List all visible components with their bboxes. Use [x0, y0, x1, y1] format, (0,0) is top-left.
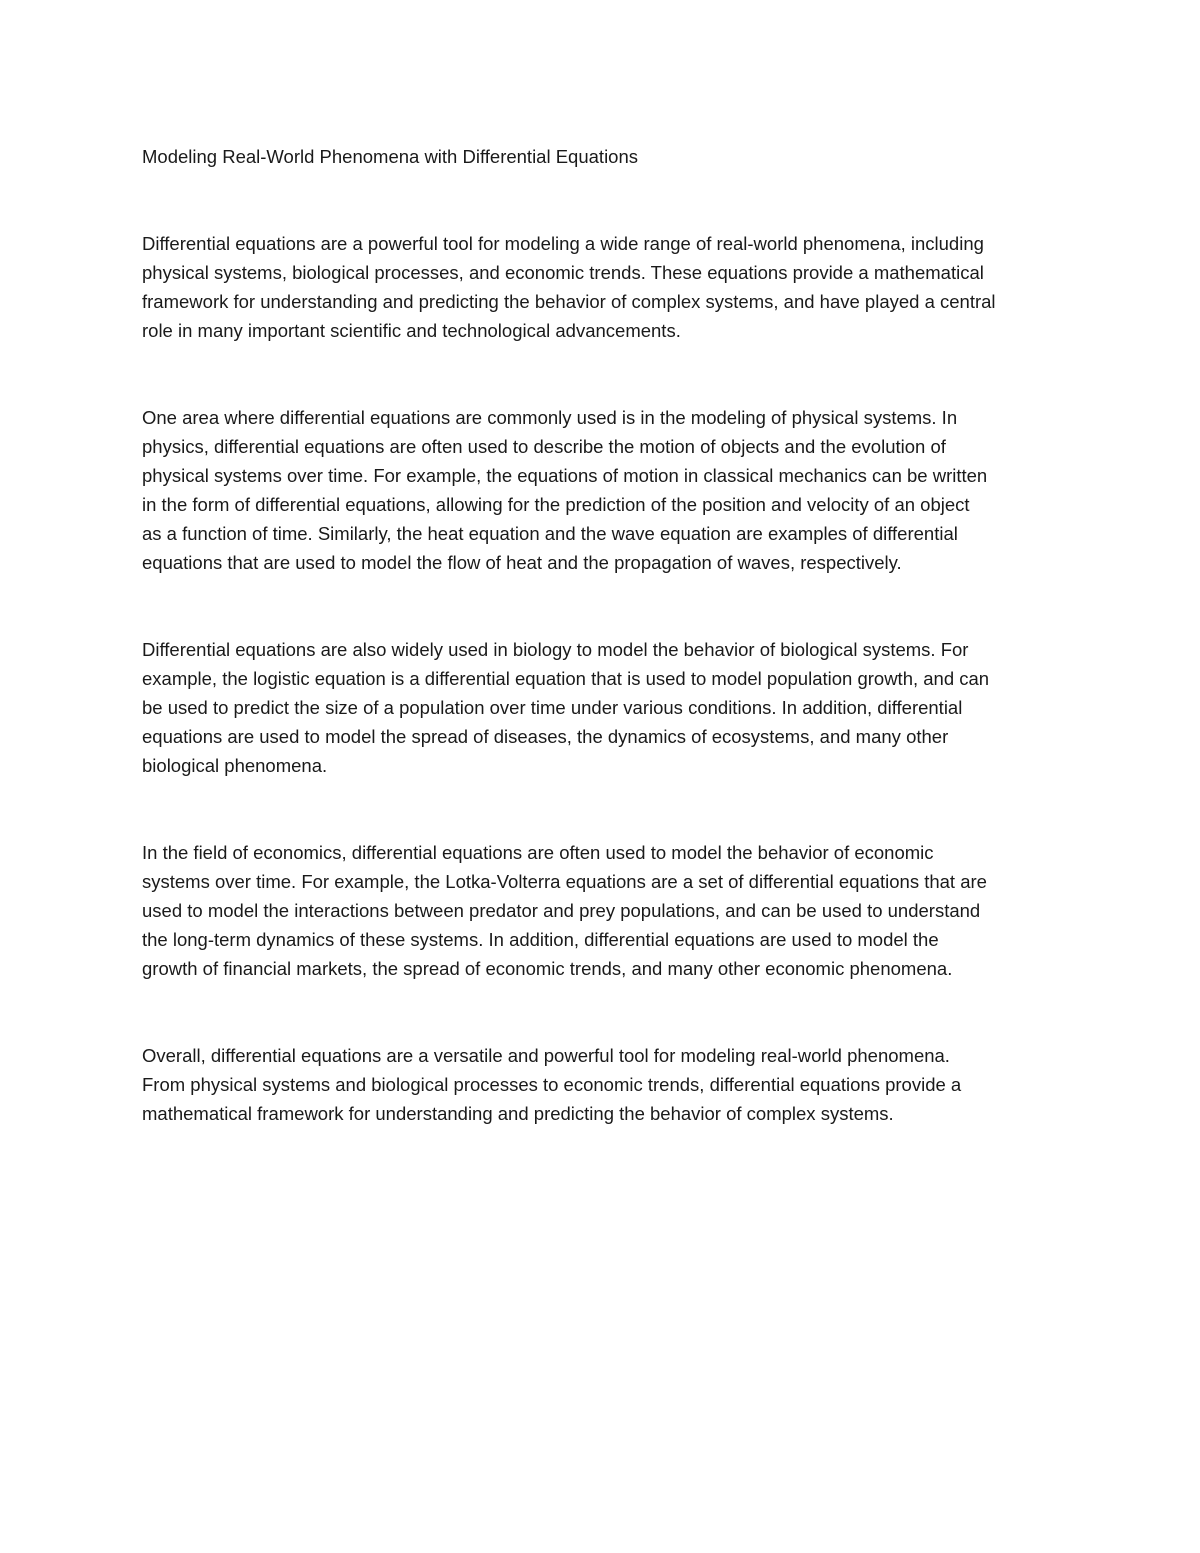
paragraph-line: physical systems, biological processes, and economic trends. These equations provide a mathematical	[142, 262, 984, 283]
paragraph-line: role in many important scientific and technological advancements.	[142, 320, 681, 341]
paragraph-economics	[142, 838, 1062, 983]
paragraph-physics	[142, 403, 1062, 577]
paragraph-line: mathematical framework for understanding and predicting the behavior of complex systems.	[142, 1103, 894, 1124]
paragraph-line: equations that are used to model the flow of heat and the propagation of waves, respectively.	[142, 552, 902, 573]
paragraph-line: Differential equations are also widely used in biology to model the behavior of biological systems. For	[142, 639, 969, 660]
paragraph-line: be used to predict the size of a population over time under various conditions. In addition, differential	[142, 697, 963, 718]
paragraph-line: biological phenomena.	[142, 755, 328, 776]
paragraph-introduction	[142, 229, 1062, 345]
paragraph-biology	[142, 635, 1062, 780]
document-body	[142, 142, 1062, 1186]
paragraph-line: One area where differential equations are commonly used is in the modeling of physical systems. In	[142, 407, 958, 428]
paragraph-conclusion	[142, 1041, 1062, 1128]
paragraph-line: physical systems over time. For example, the equations of motion in classical mechanics can be written	[142, 465, 988, 486]
paragraph-line: In the field of economics, differential equations are often used to model the behavior of economic	[142, 842, 934, 863]
paragraph-line: growth of financial markets, the spread of economic trends, and many other economic phenomena.	[142, 958, 953, 979]
paragraph-line: example, the logistic equation is a differential equation that is used to model population growth, and can	[142, 668, 990, 689]
paragraph-line: From physical systems and biological processes to economic trends, differential equations provide a	[142, 1074, 962, 1095]
paragraph-line: in the form of differential equations, allowing for the prediction of the position and velocity of an object	[142, 494, 970, 515]
paragraph-line: equations are used to model the spread of diseases, the dynamics of ecosystems, and many other	[142, 726, 949, 747]
paragraph-line: Overall, differential equations are a versatile and powerful tool for modeling real-world phenomena.	[142, 1045, 950, 1066]
paragraph-line: framework for understanding and predicting the behavior of complex systems, and have played a central	[142, 291, 996, 312]
paragraph-line: physics, differential equations are often used to describe the motion of objects and the evolution of	[142, 436, 946, 457]
paragraph-line: the long-term dynamics of these systems. In addition, differential equations are used to model the	[142, 929, 939, 950]
paragraph-line: as a function of time. Similarly, the heat equation and the wave equation are examples of differential	[142, 523, 958, 544]
document-title: Modeling Real-World Phenomena with Differential Equations	[142, 146, 639, 167]
paragraph-line: used to model the interactions between predator and prey populations, and can be used to understand	[142, 900, 981, 921]
paragraph-line: systems over time. For example, the Lotka-Volterra equations are a set of differential equations that are	[142, 871, 987, 892]
paragraph-line: Differential equations are a powerful tool for modeling a wide range of real-world phenomena, including	[142, 233, 984, 254]
